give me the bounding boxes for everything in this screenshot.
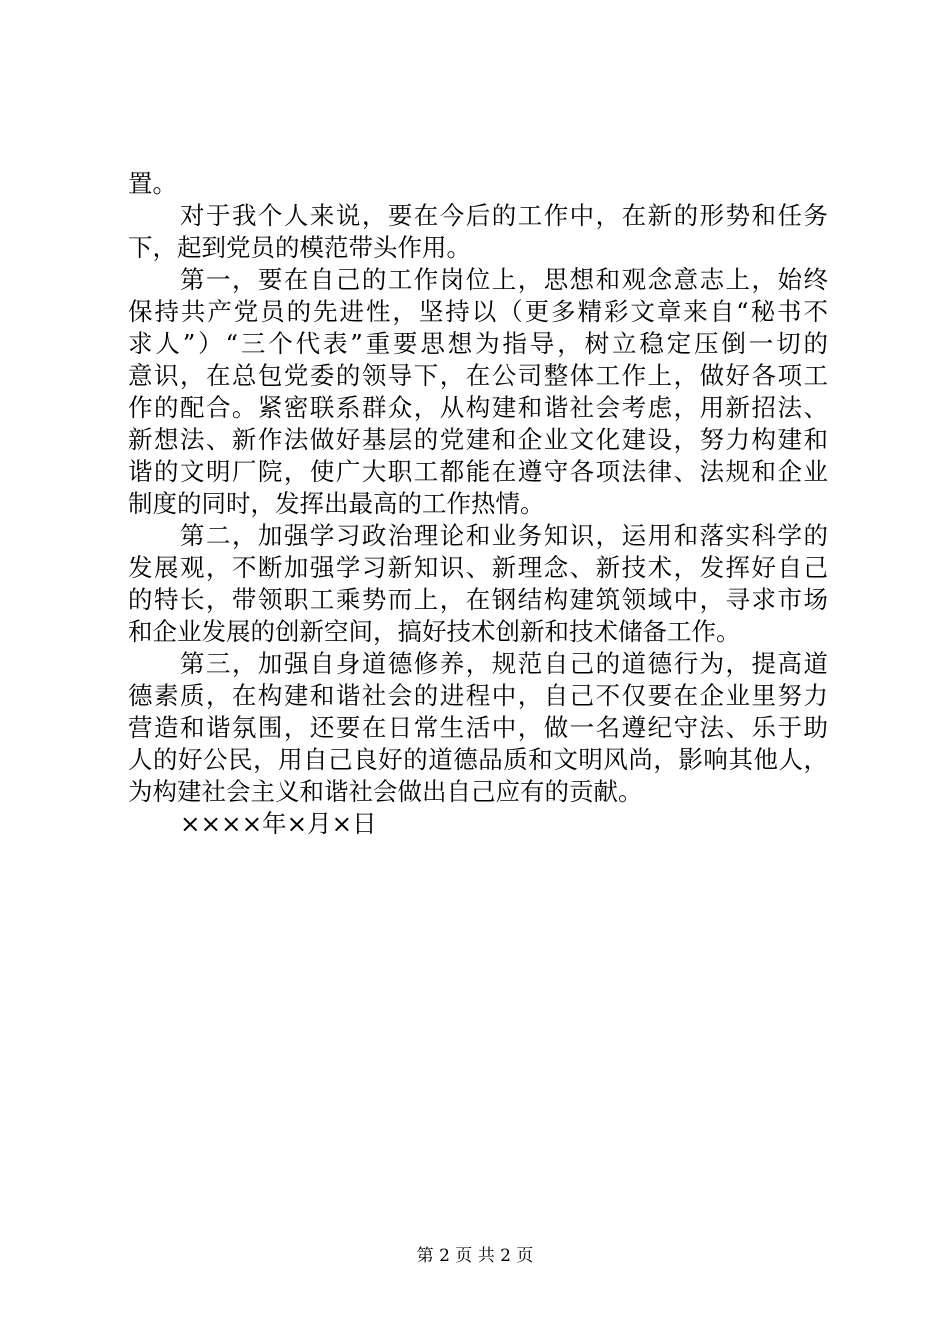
text-line: 第二，加强学习政治理论和业务知识，运用和落实科学的 <box>180 521 828 550</box>
text-line: 制度的同时，发挥出最高的工作热情。 <box>128 489 545 518</box>
page-number-footer: 第 2 页 共 2 页 <box>416 1246 534 1266</box>
text-line: 求人”）“三个代表”重要思想为指导，树立稳定压倒一切的 <box>128 329 828 358</box>
text-line: 第三，加强自身道德修养，规范自己的道德行为，提高道 <box>180 649 828 678</box>
text-line: 新想法、新作法做好基层的党建和企业文化建设，努力构建和 <box>128 425 828 454</box>
text-line: 德素质，在构建和谐社会的进程中，自己不仅要在企业里努力 <box>128 681 828 710</box>
text-line: 意识，在总包党委的领导下，在公司整体工作上，做好各项工 <box>128 361 828 390</box>
text-line: 置。 <box>128 169 177 198</box>
text-line: 为构建社会主义和谐社会做出自己应有的贡献。 <box>128 777 643 806</box>
text-line: 人的好公民，用自己良好的道德品质和文明风尚，影响其他人， <box>128 745 828 774</box>
text-line: 下，起到党员的模范带头作用。 <box>128 233 471 262</box>
text-line: 和企业发展的创新空间，搞好技术创新和技术储备工作。 <box>128 617 741 646</box>
text-line: 作的配合。紧密联系群众，从构建和谐社会考虑，用新招法、 <box>128 393 828 422</box>
text-line: 第一，要在自己的工作岗位上，思想和观念意志上，始终 <box>180 265 828 294</box>
text-line: 营造和谐氛围，还要在日常生活中，做一名遵纪守法、乐于助 <box>128 713 828 742</box>
text-line: 保持共产党员的先进性，坚持以（更多精彩文章来自“秘书不 <box>128 297 828 326</box>
text-line: 发展观，不断加强学习新知识、新理念、新技术，发挥好自己 <box>128 553 828 582</box>
document-body <box>128 168 828 840</box>
date-line: ××××年×月×日 <box>180 809 377 838</box>
text-line: 的特长，带领职工乘势而上，在钢结构建筑领域中，寻求市场 <box>128 585 828 614</box>
text-line: 谐的文明厂院，使广大职工都能在遵守各项法律、法规和企业 <box>128 457 828 486</box>
text-line: 对于我个人来说，要在今后的工作中，在新的形势和任务 <box>180 201 828 230</box>
